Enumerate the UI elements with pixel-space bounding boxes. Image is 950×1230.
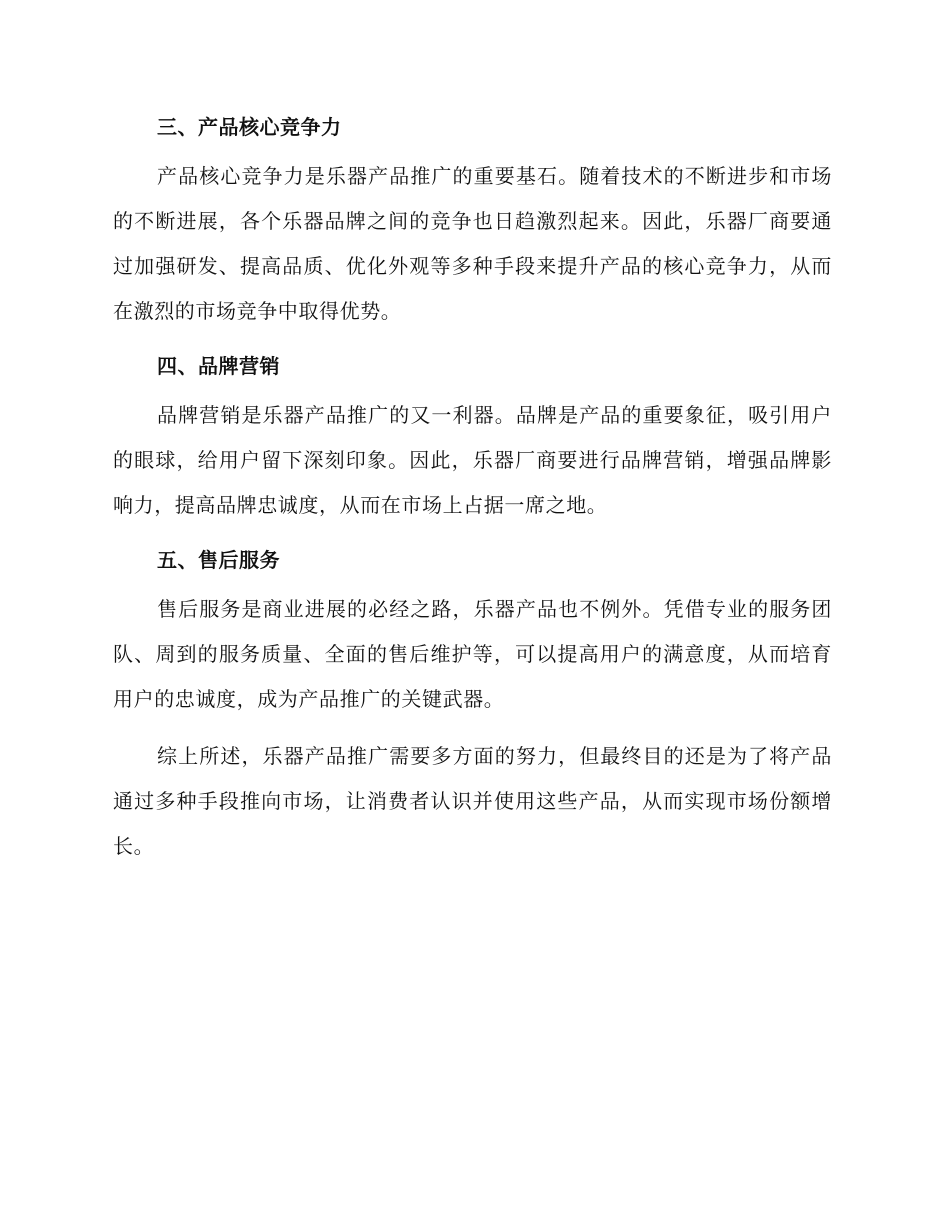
paragraph-core-competitiveness: 产品核心竞争力是乐器产品推广的重要基石。随着技术的不断进步和市场的不断进展，各个乐器品牌之间的竞争也日趋激烈起来。因此，乐器厂商要通过加强研发、提高品质、优化外观等多种手段来提升产品的核心竞争力，从而在激烈的市场竞争中取得优势。 — [113, 164, 832, 323]
paragraph-brand-marketing: 品牌营销是乐器产品推广的又一利器。品牌是产品的重要象征，吸引用户的眼球，给用户留下深刻印象。因此，乐器厂商要进行品牌营销，增强品牌影响力，提高品牌忠诚度，从而在市场上占据一席之地。 — [113, 403, 832, 517]
section-heading-core-competitiveness: 三、产品核心竞争力 — [157, 115, 342, 139]
spacer — [113, 722, 832, 734]
paragraph-summary: 综上所述，乐器产品推广需要多方面的努力，但最终目的还是为了将产品通过多种手段推向市场，让消费者认识并使用这些产品，从而实现市场份额增长。 — [113, 744, 832, 858]
spacer — [113, 334, 832, 351]
spacer — [113, 381, 832, 393]
paragraph-after-sales: 售后服务是商业进展的必经之路，乐器产品也不例外。凭借专业的服务团队、周到的服务质量、全面的售后维护等，可以提高用户的满意度，从而培育用户的忠诚度，成为产品推广的关键武器。 — [113, 597, 832, 711]
spacer — [113, 528, 832, 545]
section-heading-brand-marketing: 四、品牌营销 — [157, 354, 280, 378]
spacer — [113, 575, 832, 587]
spacer — [113, 142, 832, 154]
section-heading-after-sales: 五、售后服务 — [157, 548, 280, 572]
